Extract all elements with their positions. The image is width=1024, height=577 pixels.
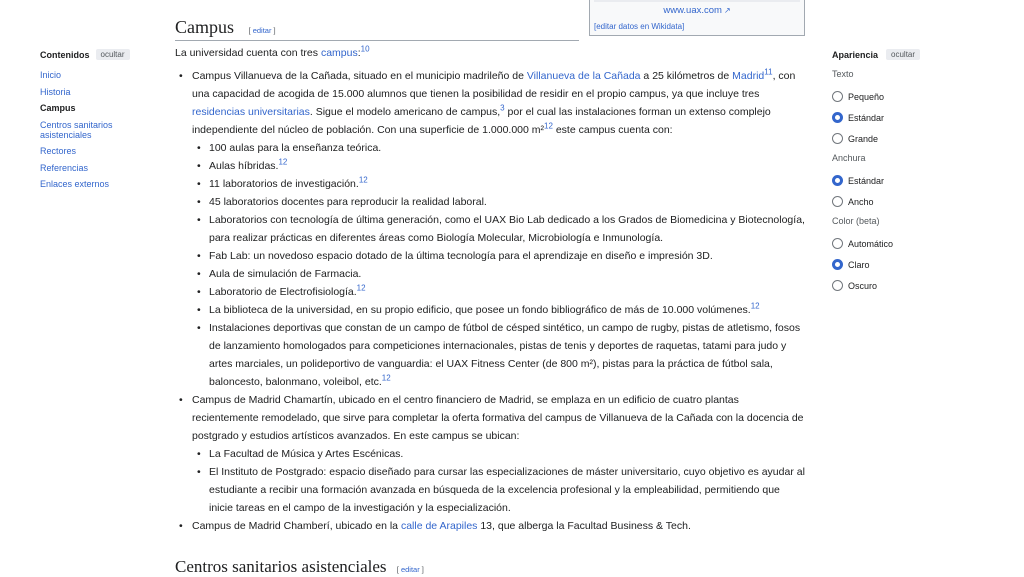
text: 45 laboratorios docentes para reproducir la realidad laboral. xyxy=(209,196,487,208)
list-item xyxy=(175,193,805,211)
edit-bracket: [ xyxy=(396,565,401,574)
villanueva-link[interactable]: Villanueva de la Cañada xyxy=(526,70,641,82)
text-size-label: Texto xyxy=(832,69,854,79)
toc-item-rectores[interactable]: Rectores xyxy=(40,146,77,156)
intro-end: : xyxy=(357,47,361,59)
list-item xyxy=(175,139,805,157)
list-item-campus-chamartin xyxy=(175,391,805,517)
text: Campus de Madrid Chamartín, ubicado en el centro financiero de Madrid, se emplaza en un edificio de cuatro plantas recientemente remodelado, que sirve para completar la oferta formativa del campus de Villanueva de la Cañada con la docencia de postgrado y estudios artísticos avanzados. En este campus se ubican: xyxy=(192,394,804,442)
toc-item-campus[interactable]: Campus xyxy=(40,103,76,113)
text: 13, que alberga la Facultad Business & Tech. xyxy=(477,520,691,532)
ref-link[interactable]: 10 xyxy=(360,44,370,54)
residencias-link[interactable]: residencias universitarias xyxy=(192,106,310,118)
section-heading-centros xyxy=(175,557,424,577)
list-item xyxy=(175,211,805,247)
option-label: Pequeño xyxy=(848,91,885,102)
intro-text: La universidad cuenta con tres xyxy=(175,47,321,59)
ref-link[interactable]: 12 xyxy=(356,283,366,293)
edit-link[interactable]: editar xyxy=(400,565,420,574)
text: por el cual las instalaciones forman un extenso complejo independiente del núcleo de población. Con una superficie de 1.000.000 m² xyxy=(192,106,771,136)
list-item xyxy=(175,463,805,517)
infobox-strip xyxy=(594,0,800,2)
text: Laboratorios con tecnología de última generación, como el UAX Bio Lab dedicado a los Grados de Biomedicina y Biotecnología, para realizar prácticas en diferentes áreas como Biología Molecular, Microbiología e Inmunología. xyxy=(209,214,805,244)
appearance-panel xyxy=(832,49,942,300)
intro-paragraph xyxy=(175,44,370,59)
text: , con una capacidad de acogida de 15.000 alumnos que tienen la posibilidad de residir en el propio campus, ya que incluye tres xyxy=(192,70,796,100)
infobox-fragment xyxy=(589,0,805,36)
ref-link[interactable]: 12 xyxy=(750,301,760,311)
toc-item-centros-sanitarios[interactable]: Centros sanitarios asistenciales xyxy=(40,119,113,140)
option-label: Oscuro xyxy=(848,280,878,291)
arapiles-link[interactable]: calle de Arapiles xyxy=(400,520,478,532)
toc-title: Contenidos xyxy=(40,49,90,60)
list-item xyxy=(175,301,805,319)
list-item xyxy=(175,157,805,175)
toc-item-enlaces-externos[interactable]: Enlaces externos xyxy=(40,179,110,189)
table-of-contents xyxy=(40,49,150,196)
edit-link[interactable]: editar xyxy=(252,26,272,35)
text: . Sigue el modelo americano de campus, xyxy=(309,106,501,118)
text-size-standard-option[interactable] xyxy=(832,111,942,124)
edit-bracket: ] xyxy=(271,26,276,35)
color-light-option[interactable] xyxy=(832,258,942,271)
list-item xyxy=(175,247,805,265)
option-label: Claro xyxy=(848,259,870,270)
ref-link[interactable]: 12 xyxy=(544,121,553,131)
list-item xyxy=(175,445,805,463)
radio-selected-icon[interactable] xyxy=(832,112,843,123)
heading-text: Centros sanitarios asistenciales xyxy=(175,557,387,576)
list-item-campus-villanueva xyxy=(175,67,805,391)
color-dark-option[interactable] xyxy=(832,279,942,292)
option-label: Grande xyxy=(848,133,879,144)
option-label: Automático xyxy=(848,238,894,249)
website-row xyxy=(590,5,804,16)
option-label: Estándar xyxy=(848,112,885,123)
text: a 25 kilómetros de xyxy=(640,70,733,82)
color-label: Color (beta) xyxy=(832,216,880,226)
color-auto-option[interactable] xyxy=(832,237,942,250)
text: El Instituto de Postgrado: espacio diseñado para cursar las especializaciones de máster universitario, cuyo objetivo es ayudar al estudiante a recibir una formación avanzada en búsqueda de la excelencia profesional y la empleabilidad, permitiendo que inicie tareas en el campo de la investigación y la especialización. xyxy=(209,466,805,514)
radio-selected-icon[interactable] xyxy=(832,259,843,270)
toc-header xyxy=(40,49,150,60)
text: este campus cuenta con: xyxy=(552,124,673,136)
ref-link[interactable]: 3 xyxy=(500,103,505,113)
list-item-campus-chamberi xyxy=(175,517,805,535)
text: Fab Lab: un novedoso espacio dotado de la última tecnología para el aprendizaje en diseño e impresión 3D. xyxy=(209,250,713,262)
section-edit xyxy=(397,565,424,574)
ref-link[interactable]: 12 xyxy=(381,373,391,383)
ref-link[interactable]: 12 xyxy=(358,175,368,185)
toc-hide-button[interactable]: ocultar xyxy=(96,49,130,60)
text: Aulas híbridas. xyxy=(209,160,279,172)
website-link[interactable]: www.uax.com xyxy=(663,5,722,16)
heading-text: Campus xyxy=(175,17,235,37)
radio-icon[interactable] xyxy=(832,280,843,291)
width-wide-option[interactable] xyxy=(832,195,942,208)
text: Instalaciones deportivas que constan de un campo de fútbol de césped sintético, un campo de rugby, pistas de atletismo, fosos de lanzamiento homologados para competiciones internacionales, pistas de tenis y deportes de raquetas, tatami para judo y artes marciales, un polideportivo de vanguardia: el UAX Fitness Center (de 800 m²), pistas para la práctica de fútbol sala, baloncesto, balonmano, voleibol, etc. xyxy=(209,322,801,388)
appearance-title: Apariencia xyxy=(832,49,879,60)
appearance-header xyxy=(832,49,942,60)
section-heading-campus xyxy=(175,17,579,41)
text: Laboratorio de Electrofisiología. xyxy=(209,286,357,298)
toc-item-inicio[interactable]: Inicio xyxy=(40,70,62,80)
campus-link[interactable]: campus xyxy=(320,47,358,59)
radio-icon[interactable] xyxy=(832,133,843,144)
text: Campus Villanueva de la Cañada, situado en el municipio madrileño de xyxy=(192,70,527,82)
list-item xyxy=(175,265,805,283)
madrid-link[interactable]: Madrid xyxy=(732,70,765,82)
text: La biblioteca de la universidad, en su propio edificio, que posee un fondo bibliográfico de más de 10.000 volúmenes. xyxy=(209,304,751,316)
edit-wikidata-link[interactable]: [editar datos en Wikidata] xyxy=(594,22,685,31)
text: Aula de simulación de Farmacia. xyxy=(209,268,362,280)
list-item xyxy=(175,283,805,301)
section-edit xyxy=(249,26,276,35)
ref-link[interactable]: 12 xyxy=(278,157,288,167)
radio-icon[interactable] xyxy=(832,196,843,207)
text-size-small-option[interactable] xyxy=(832,90,942,103)
external-link-icon: ↗ xyxy=(723,6,731,15)
ref-link[interactable]: 11 xyxy=(764,67,773,77)
appearance-hide-button[interactable]: ocultar xyxy=(886,49,920,60)
radio-icon[interactable] xyxy=(832,238,843,249)
width-standard-option[interactable] xyxy=(832,174,942,187)
list-item xyxy=(175,319,805,391)
radio-selected-icon[interactable] xyxy=(832,175,843,186)
option-label: Ancho xyxy=(848,196,874,207)
text: 100 aulas para la enseñanza teórica. xyxy=(209,142,382,154)
toc-item-referencias[interactable]: Referencias xyxy=(40,162,89,173)
option-label: Estándar xyxy=(848,175,885,186)
edit-bracket: [ xyxy=(248,26,253,35)
list-item xyxy=(175,175,805,193)
edit-bracket: ] xyxy=(419,565,424,574)
text: La Facultad de Música y Artes Escénicas. xyxy=(209,448,404,460)
text-size-large-option[interactable] xyxy=(832,132,942,145)
radio-icon[interactable] xyxy=(832,91,843,102)
campus-list xyxy=(175,67,805,535)
toc-item-historia[interactable]: Historia xyxy=(40,86,71,97)
text: Campus de Madrid Chamberí, ubicado en la xyxy=(192,520,401,532)
width-label: Anchura xyxy=(832,153,866,163)
text: 11 laboratorios de investigación. xyxy=(209,178,359,190)
